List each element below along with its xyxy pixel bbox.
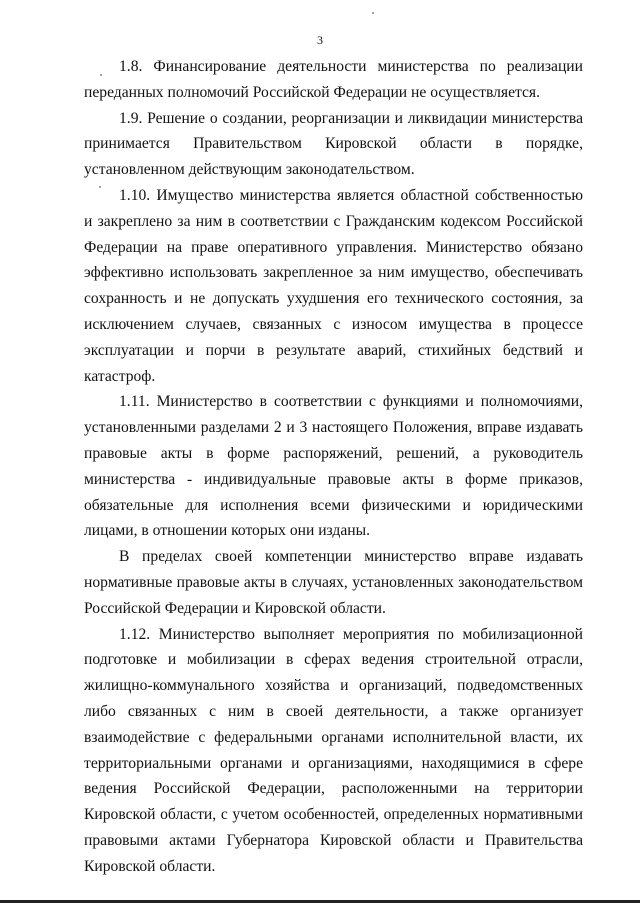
scan-speck xyxy=(100,74,102,76)
paragraph-1-12: 1.12. Министерство выполняет мероприятия по мобилизационной подготовке и мобилизации в сферах ведения строительной отрасли, жилищно-коммунального хозяйства и организаций, подведомственных либо связанных с ним в своей деятельности, а также организует взаимодействие с федеральными органами исполнительной власти, их территориальными органами и организациями, находящимися в сфере ведения Российской Федерации, расположенными на территории Кировской области, с учетом особенностей, определенных нормативными правовыми актами Губернатора Кировской области и Правительства Кировской области. xyxy=(84,625,583,875)
scan-speck xyxy=(372,12,374,14)
paragraph-competence: В пределах своей компетенции министерство вправе издавать нормативные правовые акты в случаях, установленных законодательством Российской Федерации и Кировской области. xyxy=(84,548,583,617)
page-number: 3 xyxy=(317,33,323,47)
paragraph-1-8: 1.8. Финансирование деятельности министерства по реализации переданных полномочий Российской Федерации не осуществляется. xyxy=(84,58,583,101)
document-body xyxy=(84,54,583,880)
paragraph-1-11: 1.11. Министерство в соответствии с функциями и полномочиями, установленными разделами 2 и 3 настоящего Положения, вправе издавать правовые акты в форме распоряжений, решений, а руководитель министерства - индивидуальные правовые акты в форме приказов, обязательные для исполнения всеми физическими и юридическими лицами, в отношении которых они изданы. xyxy=(84,393,583,540)
paragraph-1-10: 1.10. Имущество министерства является областной собственностью и закреплено за ним в соответствии с Гражданским кодексом Российской Федерации на праве оперативного управления. Министерство обязано эффективно использовать закрепленное за ним имущество, обеспечивать сохранность и не допускать ухудшения его технического состояния, за исключением случаев, связанных с износом имущества в процессе эксплуатации и порчи в результате аварий, стихийных бедствий и катастроф. xyxy=(84,186,583,385)
paragraph-1-9: 1.9. Решение о создании, реорганизации и ликвидации министерства принимается Правительством Кировской области в порядке, установленном действующим законодательством. xyxy=(84,109,583,179)
scan-speck xyxy=(99,186,101,188)
scan-edge-line xyxy=(0,900,640,903)
